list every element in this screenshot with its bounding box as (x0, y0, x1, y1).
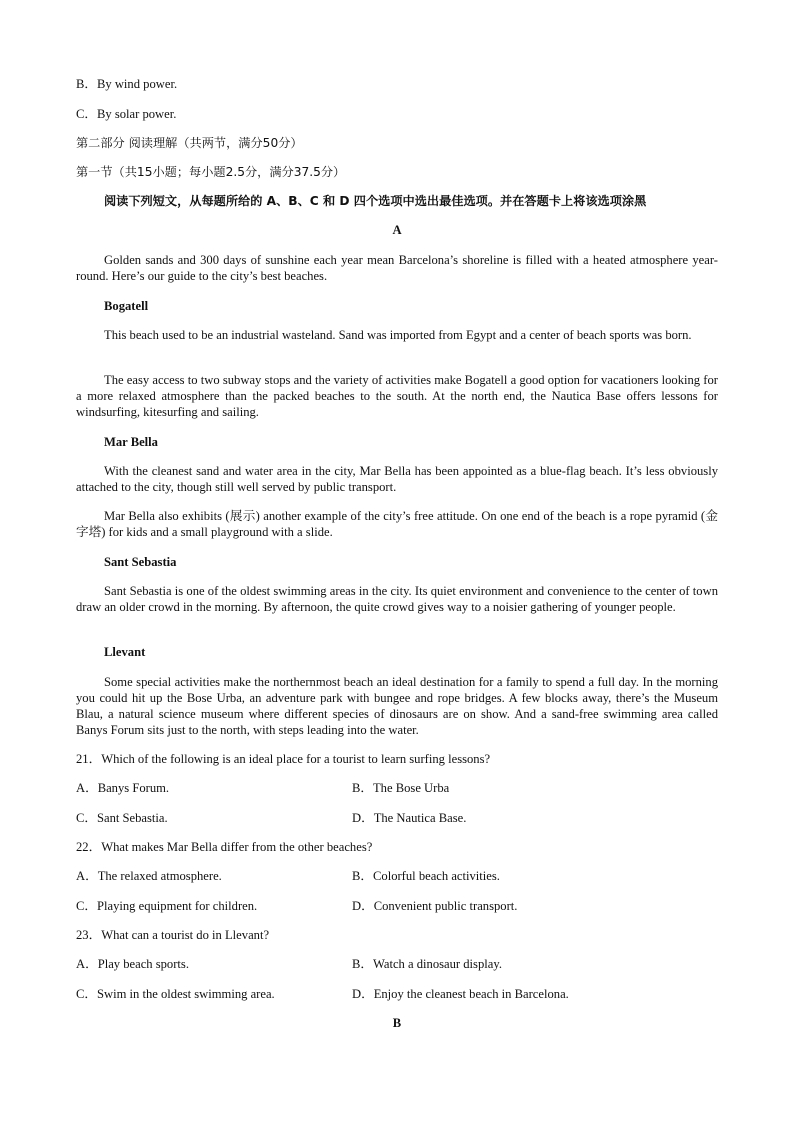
q21-option-b: B．The Bose Urba (352, 781, 450, 795)
intro-paragraph: Golden sands and 300 days of sunshine each year mean Barcelona’s shoreline is filled with a heated atmosphere year-round. Here’s our guide to the city’s best beaches. (76, 253, 718, 283)
q21-option-a: A．Banys Forum. (76, 781, 170, 795)
question-22: 22．What makes Mar Bella differ from the other beaches? (76, 840, 373, 854)
q22-option-c: C．Playing equipment for children. (76, 899, 258, 913)
question-23: 23．What can a tourist do in Llevant? (76, 928, 270, 942)
q22-option-b: B．Colorful beach activities. (352, 869, 500, 883)
bogatell-paragraph-1: This beach used to be an industrial wasteland. Sand was imported from Egypt and a center of beach sports was born. (104, 328, 692, 342)
q22-option-d: D．Convenient public transport. (352, 899, 518, 913)
mar-bella-paragraph-2: Mar Bella also exhibits (展示) another example of the city’s free attitude. On one end of the beach is a rope pyramid (金字塔) for kids and a small playground with a slide. (76, 509, 718, 539)
option-b-prev: B．By wind power. (76, 77, 178, 91)
heading-sant-sebastia: Sant Sebastia (104, 555, 177, 569)
heading-llevant: Llevant (104, 645, 146, 659)
llevant-paragraph: Some special activities make the northernmost beach an ideal destination for a family to spend a full day. In the morning you could hit up the Bose Urba, an adventure park with bungee and rope bridges. A few blocks away, there’s the Museum Blau, a natural science museum where different species of dinosaurs are on show. And a sand-free swimming area called Banys Forum sits just to the north, with steps leading into the water. (76, 675, 718, 737)
sant-sebastia-paragraph: Sant Sebastia is one of the oldest swimming areas in the city. Its quiet environment and convenience to the center of town draw an older crowd in the morning. By afternoon, the quite crowd gives way to a noisier gathering of younger people. (76, 584, 718, 614)
heading-bogatell: Bogatell (104, 299, 149, 313)
q22-option-a: A．The relaxed atmosphere. (76, 869, 222, 883)
heading-mar-bella: Mar Bella (104, 435, 158, 449)
q23-option-a: A．Play beach sports. (76, 957, 189, 971)
instruction: 阅读下列短文，从每题所给的 A、B、C 和 D 四个选项中选出最佳选项。并在答题卡上将该选项涂黑 (104, 194, 647, 208)
bogatell-paragraph-2: The easy access to two subway stops and the variety of activities make Bogatell a good option for vacationers looking for a more relaxed atmosphere than the packed beaches to the south. At the north end, the Nautica Base offers lessons for windsurfing, kitesurfing and sailing. (76, 373, 718, 419)
q21-option-d: D．The Nautica Base. (352, 811, 467, 825)
q23-option-d: D．Enjoy the cleanest beach in Barcelona. (352, 987, 569, 1001)
question-21: 21．Which of the following is an ideal place for a tourist to learn surfing lessons? (76, 752, 491, 766)
next-passage-letter: B (392, 1016, 402, 1030)
option-c-prev: C．By solar power. (76, 107, 177, 121)
part-heading: 第二部分 阅读理解（共两节，满分50分） (76, 136, 303, 150)
mar-bella-paragraph-1: With the cleanest sand and water area in the city, Mar Bella has been appointed as a blue-flag beach. It’s less obviously attached to the city, though still well served by public transport. (76, 464, 718, 494)
q23-option-b: B．Watch a dinosaur display. (352, 957, 502, 971)
section-heading: 第一节（共15小题；每小题2.5分，满分37.5分） (76, 165, 346, 179)
passage-letter: A (392, 223, 402, 237)
q21-option-c: C．Sant Sebastia. (76, 811, 168, 825)
q23-option-c: C．Swim in the oldest swimming area. (76, 987, 275, 1001)
